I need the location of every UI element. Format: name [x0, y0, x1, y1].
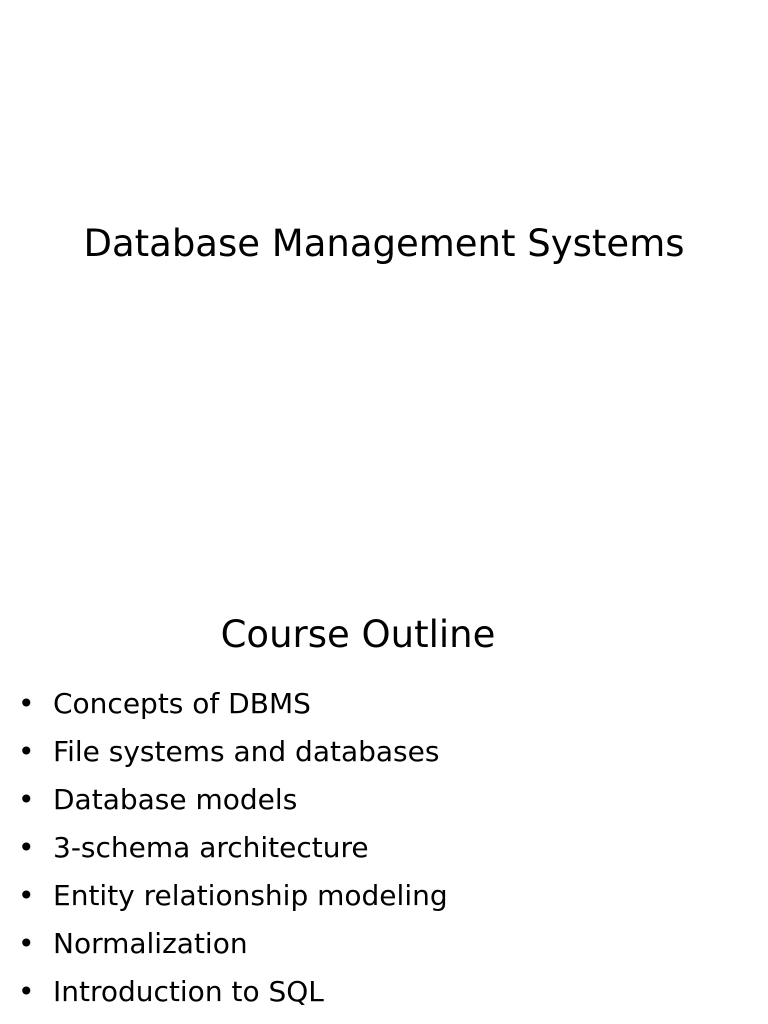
list-item-text: Entity relationship modeling — [53, 879, 448, 912]
bullet-icon: • — [18, 687, 35, 720]
bullet-icon: • — [18, 927, 35, 960]
list-item-text: Concepts of DBMS — [53, 687, 311, 720]
list-item-text: File systems and databases — [53, 735, 440, 768]
bullet-icon: • — [18, 831, 35, 864]
outline-heading: Course Outline — [220, 613, 496, 656]
bullet-icon: • — [18, 879, 35, 912]
list-item-text: Normalization — [53, 927, 248, 960]
bullet-icon: • — [18, 735, 35, 768]
list-item-text: 3-schema architecture — [53, 831, 369, 864]
list-item-text: Introduction to SQL — [53, 975, 324, 1008]
list-item-text: Database models — [53, 783, 298, 816]
bullet-icon: • — [18, 975, 35, 1008]
page-title: Database Management Systems — [83, 222, 685, 265]
bullet-icon: • — [18, 783, 35, 816]
